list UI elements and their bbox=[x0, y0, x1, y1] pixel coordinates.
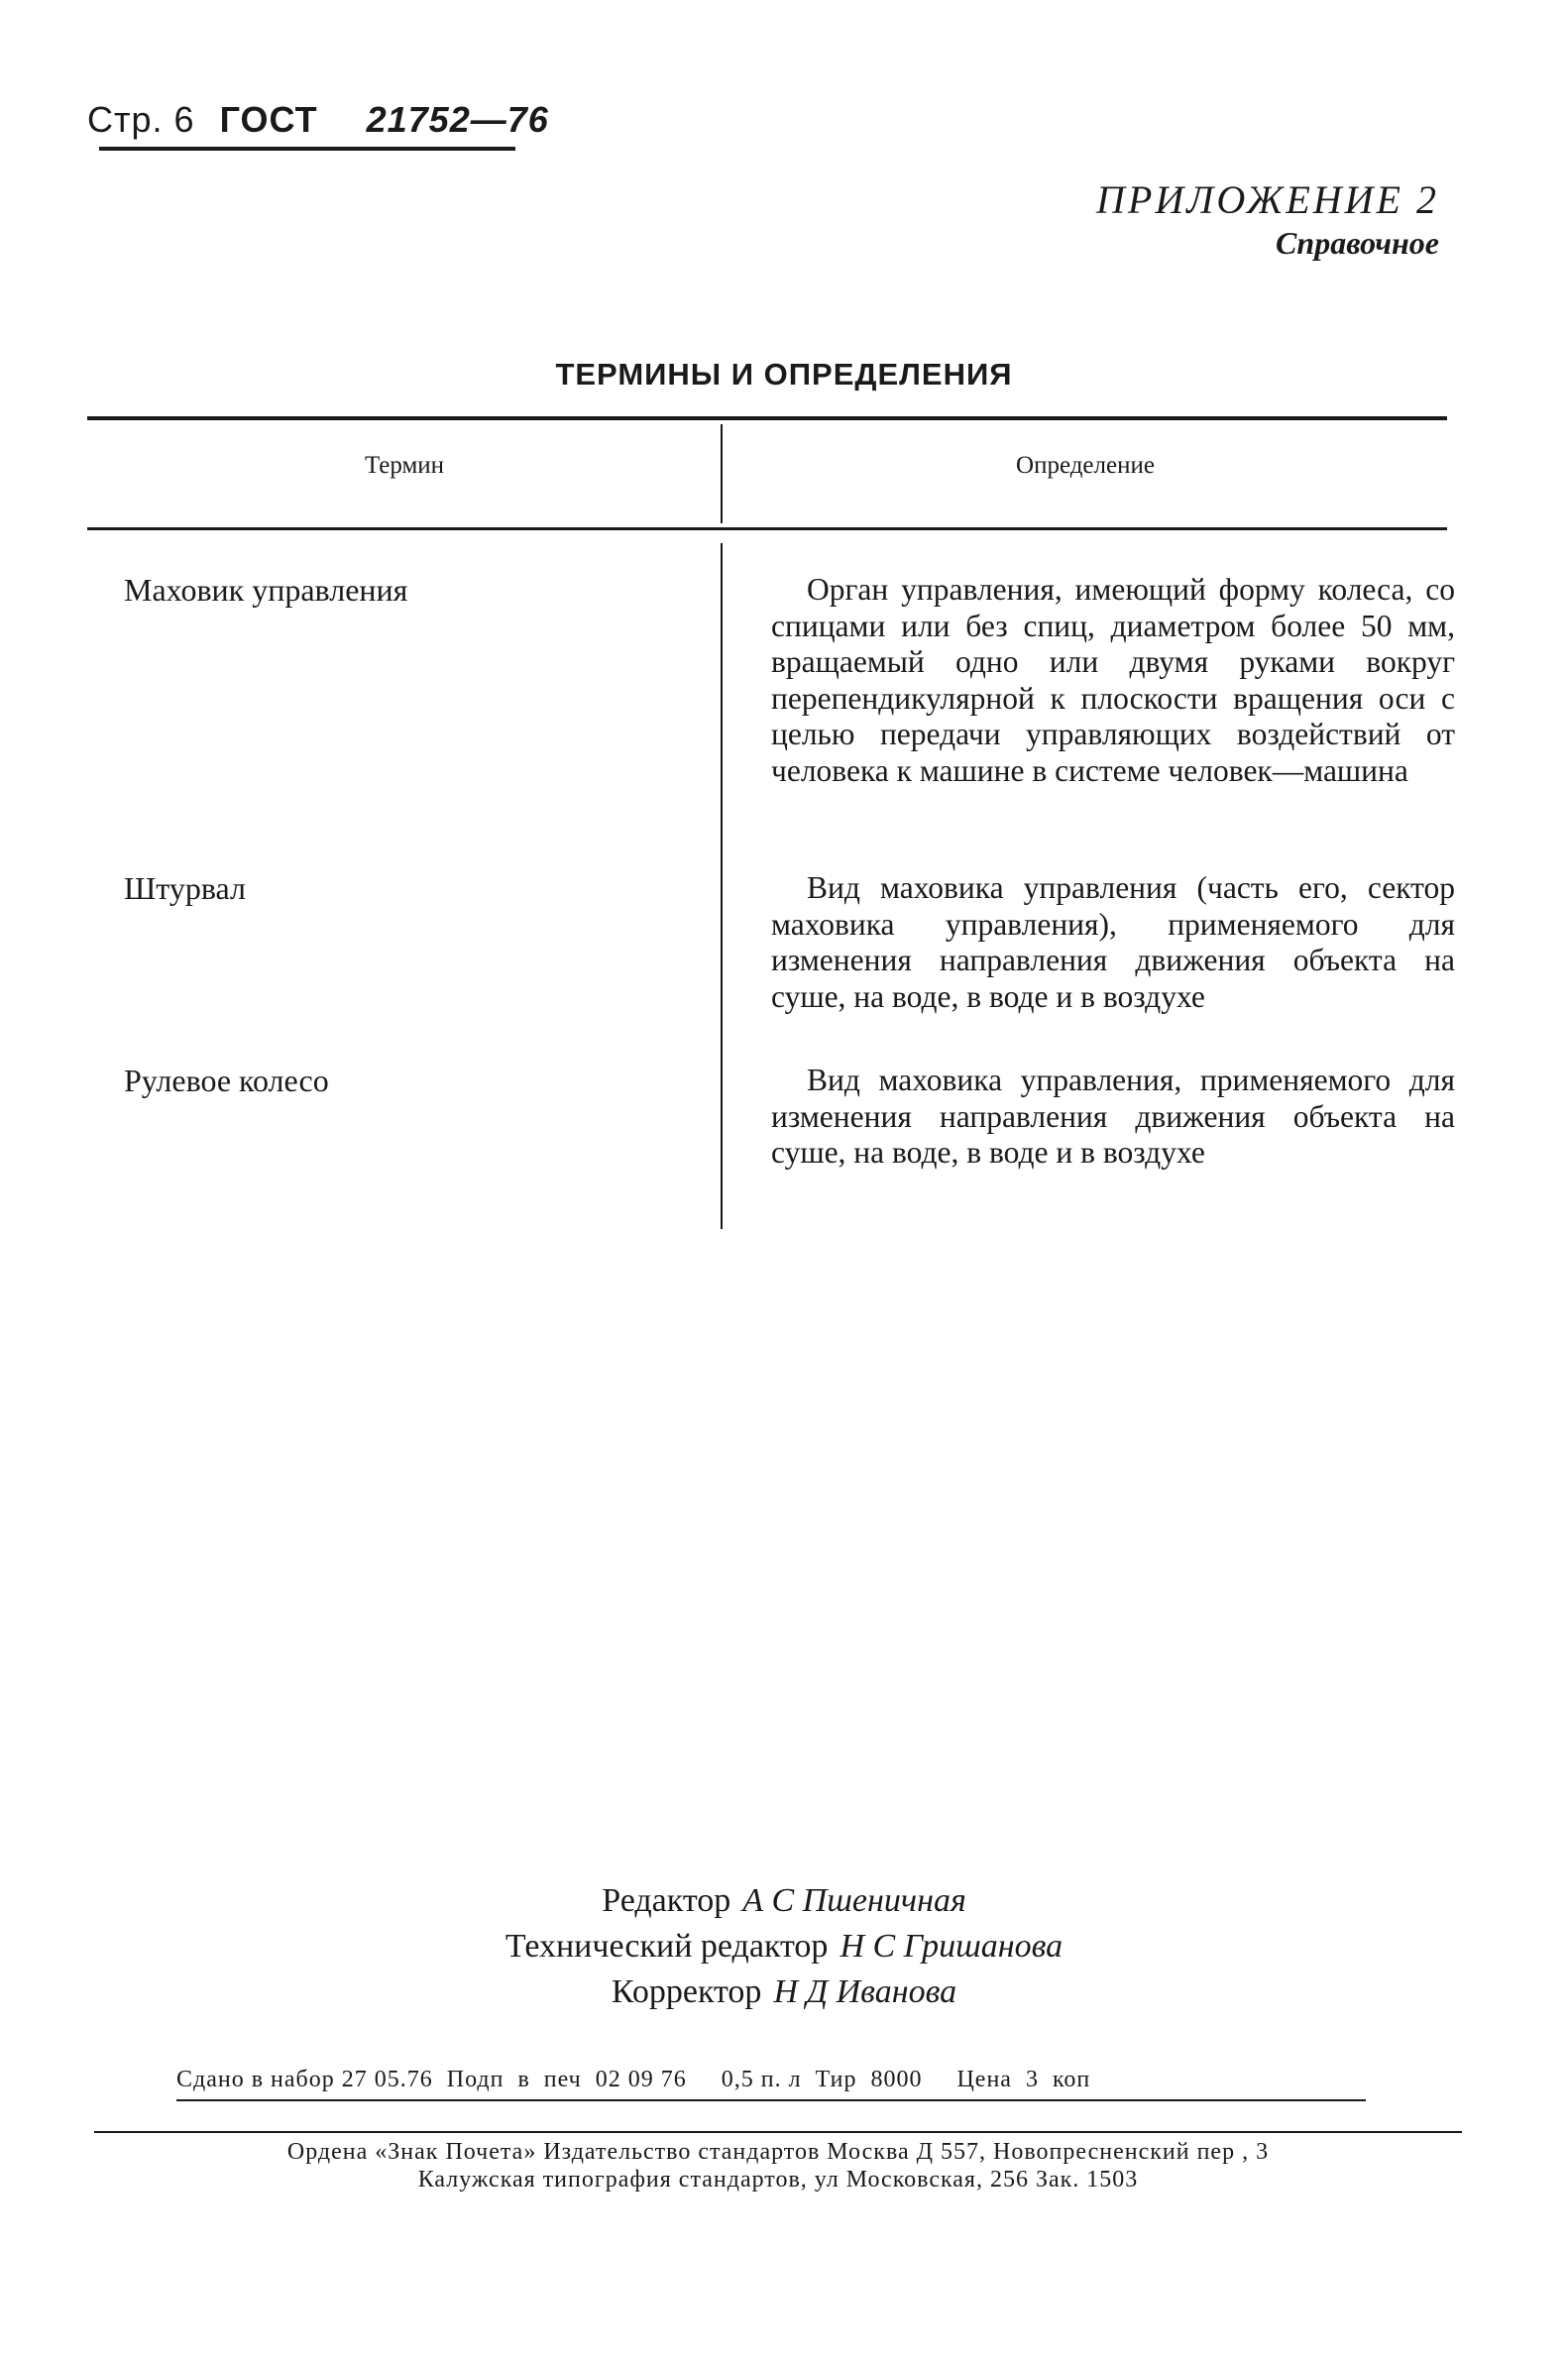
footer-printer: Калужская типография стандартов, ул Московская, 256 Зак. 1503 bbox=[417, 2167, 1139, 2193]
credit-tech-editor bbox=[0, 1924, 1568, 1969]
imprint-rule bbox=[176, 2099, 1366, 2101]
page-number: Стр. 6 bbox=[87, 99, 195, 140]
column-header-definition: Определение bbox=[1016, 452, 1155, 479]
appendix-block bbox=[1096, 176, 1439, 262]
credit-name: Н С Гришанова bbox=[840, 1928, 1064, 1965]
standard-label: ГОСТ bbox=[219, 99, 318, 140]
credit-role: Технический редактор bbox=[504, 1928, 829, 1965]
credit-name: А С Пшеничная bbox=[742, 1882, 966, 1919]
table-row-definition: Вид маховика управления, применяемого для изменения направления движения объекта на суше, на воде, в воде и в воздухе bbox=[771, 1063, 1455, 1170]
page-header bbox=[87, 99, 549, 141]
credit-corrector bbox=[0, 1969, 1568, 2015]
table-row-term: Маховик управления bbox=[124, 572, 408, 608]
appendix-label: ПРИЛОЖЕНИЕ 2 bbox=[1096, 177, 1439, 222]
credits-block bbox=[0, 1878, 1568, 2015]
table-header-rule bbox=[87, 527, 1447, 530]
table-row-term: Рулевое колесо bbox=[124, 1063, 329, 1098]
table-row-definition: Вид маховика управления (часть его, сектор маховика управления), применяемого для изменения направления движения объекта на суше, на воде, в воде и в воздухе bbox=[771, 870, 1455, 1014]
page-title: ТЕРМИНЫ И ОПРЕДЕЛЕНИЯ bbox=[555, 357, 1013, 392]
credit-role: Корректор bbox=[611, 1973, 762, 2010]
standard-number: 21752—76 bbox=[366, 99, 549, 140]
footer-rule bbox=[94, 2131, 1462, 2133]
footer-publisher: Ордена «Знак Почета» Издательство стандартов Москва Д 557, Новопресненский пер , 3 bbox=[286, 2139, 1270, 2165]
table-row-term: Штурвал bbox=[124, 870, 246, 906]
credit-name: Н Д Иванова bbox=[773, 1973, 957, 2010]
imprint-line: Сдано в набор 27 05.76 Подп в печ 02 09 76 0,5 п. л Тир 8000 Цена 3 коп bbox=[176, 2067, 1091, 2092]
credit-editor bbox=[0, 1878, 1568, 1924]
table-row-definition: Орган управления, имеющий форму колеса, со спицами или без спиц, диаметром более 50 мм, вращаемый одно или двумя руками вокруг перепендикулярной к плоскости вращения оси с целью передачи управляющих воздействий от человека к машине в системе человек—машина bbox=[771, 572, 1455, 788]
header-rule bbox=[99, 147, 515, 151]
appendix-type: Справочное bbox=[1276, 225, 1439, 261]
table-top-rule bbox=[87, 416, 1447, 420]
column-divider-body bbox=[721, 543, 723, 1229]
credit-role: Редактор bbox=[602, 1882, 731, 1919]
column-header-term: Термин bbox=[364, 452, 445, 479]
